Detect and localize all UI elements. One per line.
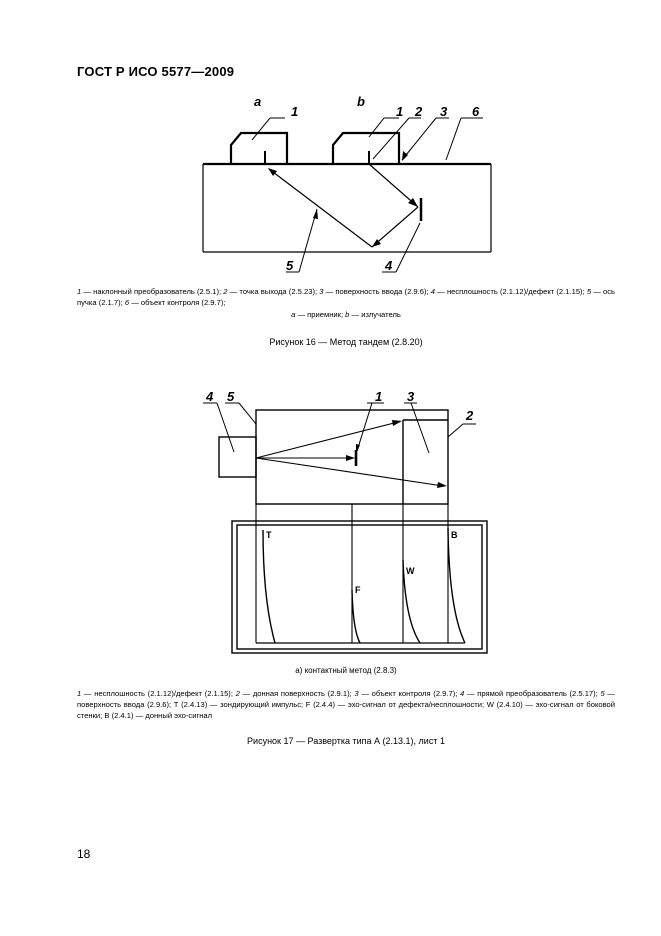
legend-text: — несплошность (2.1.12)/дефект (2.1.15); (435, 287, 587, 296)
legend-num: 1 (77, 287, 82, 296)
legend-num: 2 (235, 689, 240, 698)
part-label-b: b (357, 94, 365, 109)
straight-probe (219, 437, 256, 477)
callout-2: 2 (466, 408, 474, 423)
figure-16-caption: Рисунок 16 — Метод тандем (2.8.20) (269, 337, 423, 347)
legend-num: 6 (124, 298, 130, 307)
page-number: 18 (77, 847, 91, 861)
callout-1: 1 (375, 389, 383, 404)
legend-text: — донная поверхность (2.9.1); (239, 689, 355, 698)
echo-B (448, 528, 465, 643)
signal-label-T: T (266, 530, 272, 540)
legend-text: — ось пучка (2.1.7); (77, 287, 616, 307)
legend-num: 3 (354, 689, 359, 698)
legend-num: 4 (460, 689, 465, 698)
echo-T (263, 530, 275, 643)
sound-beams (256, 422, 443, 486)
legend-text: — приемник; (295, 310, 346, 319)
legend-num: 3 (319, 287, 324, 296)
legend-num: 1 (77, 689, 82, 698)
legend-num: a (291, 310, 296, 319)
callout-4: 4 (385, 258, 393, 273)
signal-label-F: F (355, 585, 361, 595)
beam-arrowheads (346, 420, 447, 488)
callout-1-transmitter: 1 (396, 104, 404, 119)
legend-text: — объект контроля (2.9.7); (129, 298, 226, 307)
callout-1-arrowhead (356, 444, 360, 454)
part-label-a: a (254, 94, 262, 109)
callout-2: 2 (415, 104, 423, 119)
legend-text: — объект контроля (2.9.7); (358, 689, 461, 698)
callout-3: 3 (407, 389, 415, 404)
legend-text: — наклонный преобразователь (2.5.1); (81, 287, 224, 296)
legend-text: — прямой преобразователь (2.5.17); (464, 689, 601, 698)
page-header: ГОСТ Р ИСО 5577—2009 (77, 64, 235, 79)
callout-5: 5 (286, 258, 294, 273)
legend-num: 5 (586, 287, 592, 296)
signal-label-B: B (451, 530, 458, 540)
legend-num: 5 (600, 689, 605, 698)
signal-label-W: W (406, 566, 415, 576)
legend-text: — поверхность ввода (2.9.6); (323, 287, 431, 296)
figure-17-subcaption: а) контактный метод (2.8.3) (295, 666, 397, 675)
legend-num: b (345, 310, 350, 319)
legend-text: — поверхность ввода (2.9.6); Т (2.4.13) — зондирующий импульс; F (2.4.4) — эхо-сигнал от дефекта/несплошности; W (2.4.10) — эхо-сигнал от боковой стенки; В (2.4.1) — донный эхо-сигнал (77, 689, 615, 720)
callout-6: 6 (472, 104, 480, 119)
legend-text: — излучатель (349, 310, 401, 319)
callout-1-receiver: 1 (291, 104, 299, 119)
figure-17-legend (77, 688, 615, 721)
callout-5: 5 (227, 389, 235, 404)
legend-text: — несплошность (2.1.12)/дефект (2.1.15); (81, 689, 236, 698)
callout-3: 3 (440, 104, 448, 119)
figure-17-caption: Рисунок 17 — Развертка типа А (2.13.1), лист 1 (247, 736, 445, 746)
legend-num: 4 (430, 287, 436, 296)
callout-4: 4 (206, 389, 214, 404)
legend-num: 2 (223, 287, 228, 296)
legend-text: — точка выхода (2.5.23); (227, 287, 320, 296)
echo-F (352, 590, 360, 643)
